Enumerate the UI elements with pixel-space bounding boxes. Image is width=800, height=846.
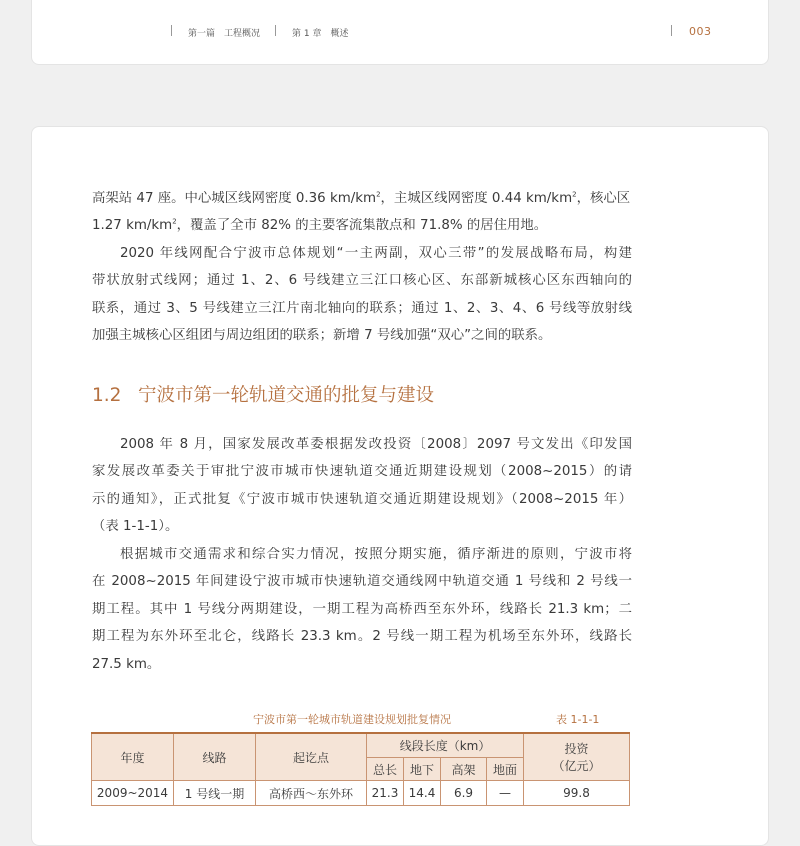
table-row: [92, 781, 630, 806]
paragraph-line: [92, 218, 632, 234]
header-length-group: 线段长度（km）: [367, 733, 524, 758]
section-title: 宁波市第一轮轨道交通的批复与建设: [138, 385, 435, 406]
cell-elevated: 6.9: [441, 781, 487, 806]
header-part-title: 工程概况: [224, 29, 261, 39]
cell-underground: 14.4: [404, 781, 441, 806]
header-chapter-title: 概述: [330, 29, 349, 39]
cell-year: 2009~2014: [92, 781, 174, 806]
superscript: 2: [172, 218, 177, 226]
header-endpoints: 起讫点: [256, 733, 367, 781]
cell-total: 21.3: [367, 781, 404, 806]
cell-investment: 99.8: [524, 781, 630, 806]
header-elevated: 高架: [441, 758, 487, 781]
cell-ground: —: [487, 781, 524, 806]
paragraph-line: （表 1-1-1）。: [92, 519, 179, 534]
page-number: 003: [689, 25, 712, 38]
paragraph-line: 27.5 km。: [92, 657, 161, 672]
section-number: 1.2: [92, 385, 122, 406]
header-part: [188, 26, 260, 39]
header-separator: [171, 25, 172, 36]
header-line: 线路: [174, 733, 256, 781]
table-label: 表 1-1-1: [556, 713, 600, 726]
paragraph-line: 联系，通过 3、5 号线建立三江片南北轴向的联系；通过 1、2、3、4、6 号线等放射线: [92, 301, 632, 316]
previous-page-card: [31, 0, 769, 65]
text-segment: 1.27 km/km: [92, 218, 173, 233]
header-total: 总长: [367, 758, 404, 781]
header-separator: [671, 25, 672, 36]
paragraph-line: 加强主城核心区组团与周边组团的联系；新增 7 号线加强“双心”之间的联系。: [92, 328, 552, 343]
paragraph-line: 示的通知》，正式批复《宁波市城市快速轨道交通近期建设规划》（2008~2015 年）: [92, 492, 632, 507]
paragraph-line: 带状放射式线网；通过 1、2、6 号线建立三江口核心区、东部新城核心区东西轴向的: [92, 273, 632, 288]
header-investment-label: 投资: [564, 742, 589, 756]
paragraph-line: 在 2008~2015 年间建设宁波市城市快速轨道交通线网中轨道交通 1 号线和 2 号线一: [92, 574, 632, 589]
table-caption: 宁波市第一轮城市轨道建设规划批复情况: [253, 713, 451, 726]
header-part-number: 第一篇: [188, 29, 216, 39]
paragraph-line: 期工程。其中 1 号线分两期建设，一期工程为高桥西至东外环，线路长 21.3 km；二: [92, 602, 632, 617]
paragraph-line: 2020 年线网配合宁波市总体规划“一主两副，双心三带”的发展战略布局，构建: [120, 246, 632, 261]
header-investment: [524, 733, 630, 781]
header-investment-unit: （亿元）: [552, 759, 601, 773]
header-chapter: [292, 26, 348, 39]
text-segment: ，主城区线网密度 0.44 km/km: [380, 191, 573, 206]
paragraph-line: 家发展改革委关于审批宁波市城市快速轨道交通近期建设规划（2008~2015）的请: [92, 464, 632, 479]
header-separator: [275, 25, 276, 36]
header-chapter-number: 第 1 章: [292, 29, 322, 39]
text-segment: ，核心区: [576, 191, 631, 206]
cell-line: 1 号线一期: [174, 781, 256, 806]
superscript: 2: [376, 191, 381, 199]
section-heading: [92, 381, 434, 407]
paragraph-line: 2008 年 8 月，国家发展改革委根据发改投资〔2008〕2097 号文发出《印发国: [120, 437, 632, 452]
cell-endpoints: 高桥西～东外环: [256, 781, 367, 806]
superscript: 2: [572, 191, 577, 199]
paragraph-line: 期工程为东外环至北仑，线路长 23.3 km。2 号线一期工程为机场至东外环，线路长: [92, 629, 632, 644]
header-underground: 地下: [404, 758, 441, 781]
data-table: [91, 732, 630, 806]
paragraph-line: 根据城市交通需求和综合实力情况，按照分期实施，循序渐进的原则，宁波市将: [120, 547, 632, 562]
header-year: 年度: [92, 733, 174, 781]
text-segment: 高架站 47 座。中心城区线网密度 0.36 km/km: [92, 191, 377, 206]
header-ground: 地面: [487, 758, 524, 781]
text-segment: ，覆盖了全市 82% 的主要客流集散点和 71.8% 的居住用地。: [176, 218, 548, 233]
paragraph-line: [92, 191, 632, 207]
